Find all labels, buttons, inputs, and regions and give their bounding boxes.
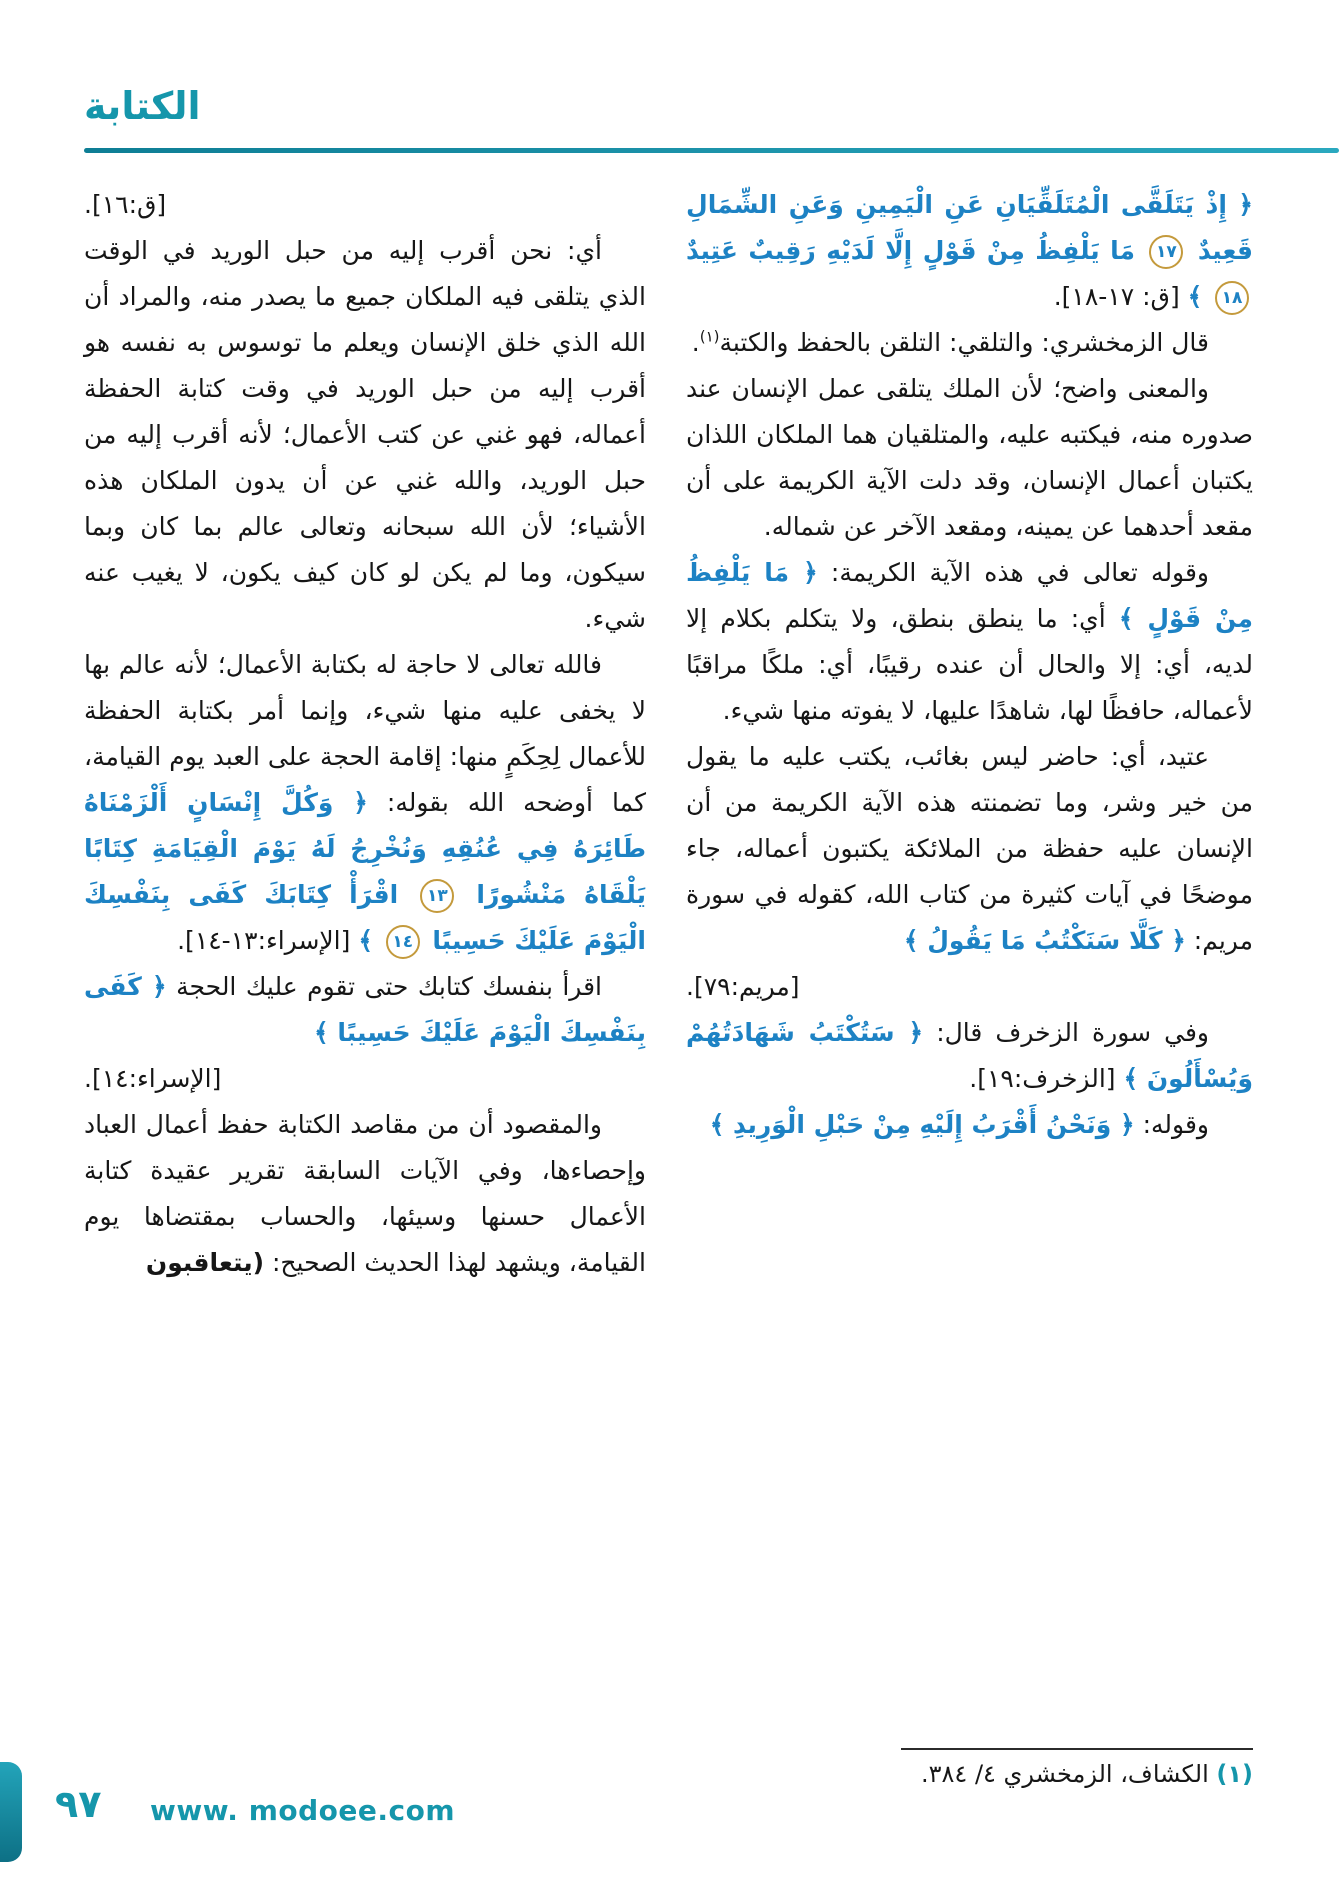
body-text: [ق: ١٧-١٨]. (1053, 282, 1188, 311)
body-text: اقرأ بنفسك كتابك حتى تقوم عليك الحجة (166, 972, 602, 1001)
body-text: [الإسراء:١٣-١٤]. (177, 926, 359, 955)
ayah-number-badge: ١٨ (1215, 281, 1249, 315)
footer-accent-bar (0, 1762, 22, 1862)
body-text: [الزخرف:١٩]. (969, 1064, 1124, 1093)
quran-quote: ﴿ وَنَحْنُ أَقْرَبُ إِلَيْهِ مِنْ حَبْلِ الْوَرِيدِ ﴾ (709, 1110, 1135, 1139)
quran-quote: ﴿ كَفَى بِنَفْسِكَ الْيَوْمَ عَلَيْكَ حَسِيبًا ﴾ (84, 972, 646, 1047)
quran-quote: ﴿ سَتُكْتَبُ شَهَادَتُهُمْ وَيُسْأَلُونَ ﴾ (686, 1018, 1253, 1093)
quran-quote: ﴾ (358, 926, 382, 955)
commentary-paragraph (84, 228, 646, 642)
commentary-paragraph (84, 1102, 646, 1286)
body-text: . (691, 328, 700, 357)
page-number: ٩٧ (55, 1782, 102, 1826)
body-text: قال الزمخشري: والتلقي: التلقن بالحفظ والكتبة (719, 328, 1209, 357)
verse-reference (84, 1056, 646, 1102)
verse-reference (686, 964, 1253, 1010)
text-column-right (686, 182, 1253, 1148)
body-text: [ق:١٦]. (84, 190, 167, 219)
commentary-paragraph (84, 964, 646, 1056)
text-column-left (84, 182, 646, 1286)
body-text: عتيد، أي: حاضر ليس بغائب، يكتب عليه ما يقول من خير وشر، وما تضمنته هذه الآية الكريمة من أن الإنسان عليه حفظة من الملائكة يكتبون أعماله، جاء موضحًا في آيات كثيرة من كتاب الله، كقوله في سورة مريم: (686, 742, 1253, 955)
quran-quote: ﴾ (1187, 282, 1211, 311)
ayah-number-badge: ١٧ (1149, 235, 1183, 269)
footnote-reference: (١) (699, 327, 720, 346)
quran-quote: ﴿ مَا يَلْفِظُ مِنْ قَوْلٍ ﴾ (686, 558, 1253, 633)
commentary-paragraph (686, 734, 1253, 964)
body-text: فالله تعالى لا حاجة له بكتابة الأعمال؛ لأنه عالم بها لا يخفى عليه منها شيء، وإنما أمر بكتابة الحفظة للأعمال لِحِكَمٍ منها: إقامة الحجة على العبد يوم القيامة، كما أوضحه الله بقوله: (84, 650, 646, 817)
quran-quote: ﴿ إِذْ يَتَلَقَّى الْمُتَلَقِّيَانِ عَنِ الْيَمِينِ وَعَنِ الشِّمَالِ قَعِيدٌ (686, 190, 1253, 265)
verse-reference (84, 182, 646, 228)
commentary-paragraph (686, 1010, 1253, 1102)
header-divider-rule (84, 148, 1339, 153)
commentary-paragraph (686, 1102, 1253, 1148)
commentary-paragraph (686, 366, 1253, 550)
commentary-paragraph (84, 642, 646, 964)
body-text: وفي سورة الزخرف قال: (923, 1018, 1210, 1047)
footnote-marker: (١) (1216, 1760, 1253, 1788)
hadith-text: (يتعاقبون (145, 1248, 265, 1277)
ayah-number-badge: ١٣ (420, 879, 454, 913)
body-text: والمقصود أن من مقاصد الكتابة حفظ أعمال العباد وإحصاءها، وفي الآيات السابقة تقرير عقيدة كتابة الأعمال حسنها وسيئها، والحساب بمقتضاها يوم القيامة، ويشهد لهذا الحديث الصحيح: (84, 1110, 646, 1277)
quran-quote: اقْرَأْ كِتَابَكَ كَفَى بِنَفْسِكَ الْيَوْمَ عَلَيْكَ حَسِيبًا (84, 880, 646, 955)
body-text: أي: ما ينطق بنطق، ولا يتكلم بكلام إلا لديه، أي: إلا والحال أن عنده رقيبًا، أي: ملكًا مراقبًا لأعماله، حافظًا لها، شاهدًا عليها، لا يفوته منها شيء. (686, 604, 1253, 725)
footnote (901, 1748, 1253, 1788)
quran-verse-qaf-17-18 (686, 182, 1253, 320)
body-text: والمعنى واضح؛ لأن الملك يتلقى عمل الإنسان عند صدوره منه، فيكتبه عليه، والمتلقيان هما الملكان اللذان يكتبان أعمال الإنسان، وقد دلت الآية الكريمة على أن مقعد أحدهما عن يمينه، ومقعد الآخر عن شماله. (686, 374, 1253, 541)
zamakhshari-quote-paragraph (686, 320, 1253, 366)
quran-quote: ﴿ وَكُلَّ إِنْسَانٍ أَلْزَمْنَاهُ طَائِرَهُ فِي عُنُقِهِ وَنُخْرِجُ لَهُ يَوْمَ الْقِيَامَةِ كِتَابًا يَلْقَاهُ مَنْشُورًا (84, 788, 646, 909)
body-text: وقوله: (1134, 1110, 1209, 1139)
body-text: [مريم:٧٩]. (686, 972, 800, 1001)
commentary-paragraph (686, 550, 1253, 734)
body-text: أي: نحن أقرب إليه من حبل الوريد في الوقت الذي يتلقى فيه الملكان جميع ما يصدر منه، والمراد أن الله الذي خلق الإنسان ويعلم ما توسوس به نفسه هو أقرب إليه من حبل الوريد في وقت كتابة الحفظة أعماله، فهو غني عن كتب الأعمال؛ لأنه أقرب إليه من حبل الوريد، والله غني عن أن يدون الملكان هذه الأشياء؛ لأن الله سبحانه وتعالى عالم بما كان وبما سيكون، وما لم يكن لو كان كيف يكون، لا يغيب عنه شيء. (84, 236, 646, 633)
ayah-number-badge: ١٤ (386, 925, 420, 959)
footnote-text: الكشاف، الزمخشري ٤/ ٣٨٤. (921, 1760, 1217, 1788)
body-text: وقوله تعالى في هذه الآية الكريمة: (817, 558, 1209, 587)
page-title: الكتابة (84, 84, 201, 128)
body-text: [الإسراء:١٤]. (84, 1064, 222, 1093)
quran-quote: ﴿ كَلَّا سَنَكْتُبُ مَا يَقُولُ ﴾ (903, 926, 1186, 955)
quran-quote: مَا يَلْفِظُ مِنْ قَوْلٍ إِلَّا لَدَيْهِ رَقِيبٌ عَتِيدٌ (686, 236, 1146, 265)
website-url: www. modoee.com (150, 1794, 456, 1827)
